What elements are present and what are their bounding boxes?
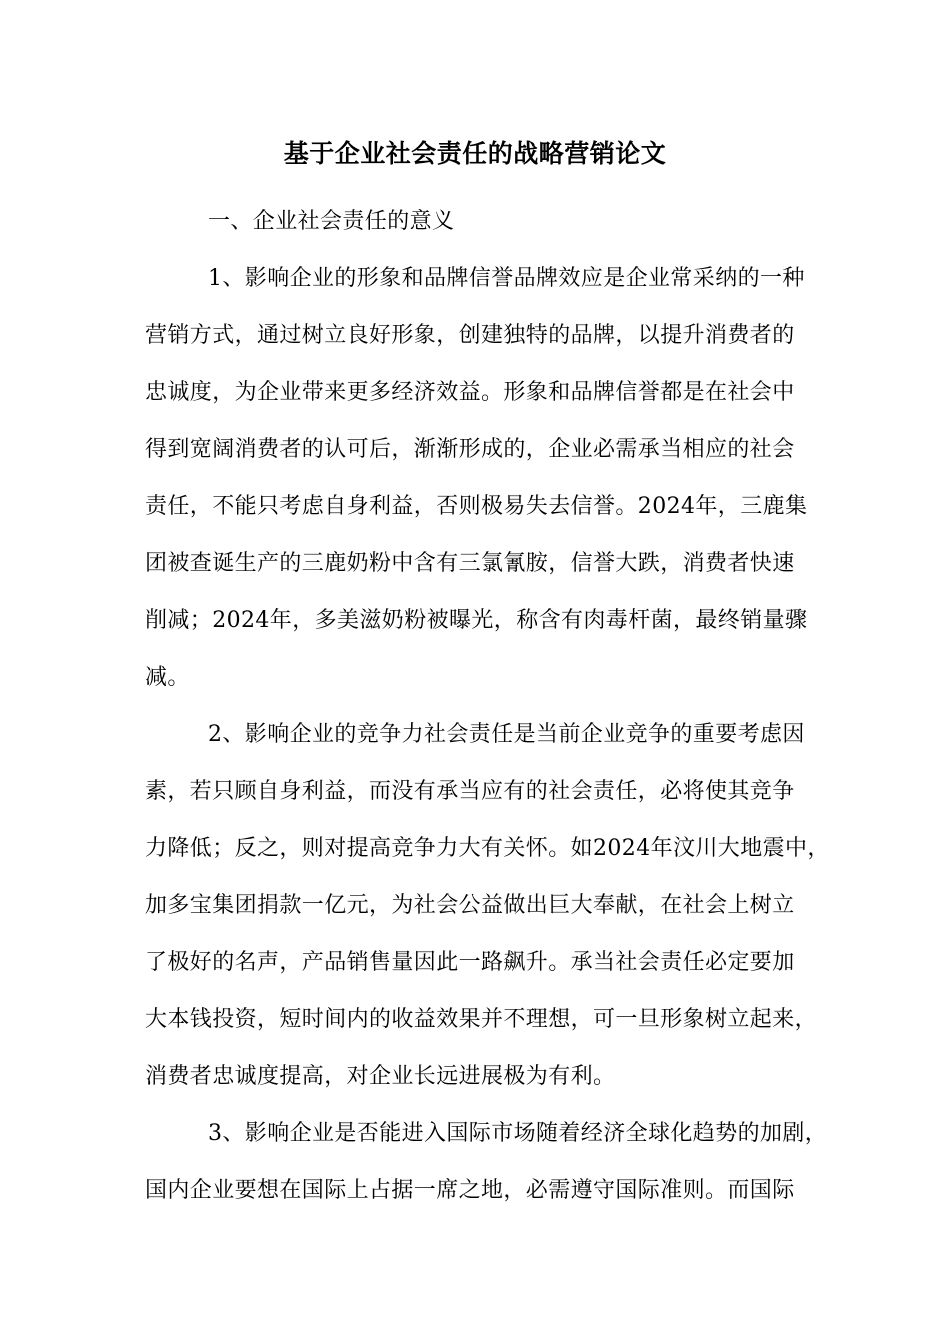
paragraph-line: 国内企业要想在国际上占据一席之地，必需遵守国际准则。而国际: [145, 1178, 795, 1203]
section-heading: 一、企业社会责任的意义: [208, 209, 455, 234]
paragraph-line: 大本钱投资，短时间内的收益效果并不理想，可一旦形象树立起来，: [145, 1007, 818, 1032]
paragraph-line: 责任，不能只考虑自身利益，否则极易失去信誉。2024年，三鹿集: [145, 494, 808, 519]
paragraph-line: 团被查诞生产的三鹿奶粉中含有三氯氰胺，信誉大跌，消费者快速: [145, 551, 795, 576]
paragraph-line: 得到宽阔消费者的认可后，渐渐形成的，企业必需承当相应的社会: [145, 437, 795, 462]
paragraph-line: 素，若只顾自身利益，而没有承当应有的社会责任，必将使其竞争: [145, 779, 795, 804]
paragraph-line: 忠诚度，为企业带来更多经济效益。形象和品牌信誉都是在社会中: [145, 380, 795, 405]
document-title: 基于企业社会责任的战略营销论文: [283, 139, 667, 168]
paragraph-line: 消费者忠诚度提高，对企业长远进展极为有利。: [145, 1064, 616, 1089]
paragraph-line: 3、影响企业是否能进入国际市场随着经济全球化趋势的加剧，: [208, 1121, 828, 1146]
paragraph-line: 削减；2024年，多美滋奶粉被曝光，称含有肉毒杆菌，最终销量骤: [145, 608, 808, 633]
paragraph-line: 营销方式，通过树立良好形象，创建独特的品牌，以提升消费者的: [145, 323, 795, 348]
paragraph-line: 2、影响企业的竞争力社会责任是当前企业竞争的重要考虑因: [208, 722, 805, 747]
paragraph-line: 加多宝集团捐款一亿元，为社会公益做出巨大奉献，在社会上树立: [145, 893, 795, 918]
paragraph-line: 1、影响企业的形象和品牌信誉品牌效应是企业常采纳的一种: [208, 266, 805, 291]
paragraph-line: 力降低；反之，则对提高竞争力大有关怀。如2024年汶川大地震中，: [145, 836, 830, 861]
paragraph-line: 减。: [145, 665, 190, 690]
paragraph-line: 了极好的名声，产品销售量因此一路飙升。承当社会责任必定要加: [145, 950, 795, 975]
